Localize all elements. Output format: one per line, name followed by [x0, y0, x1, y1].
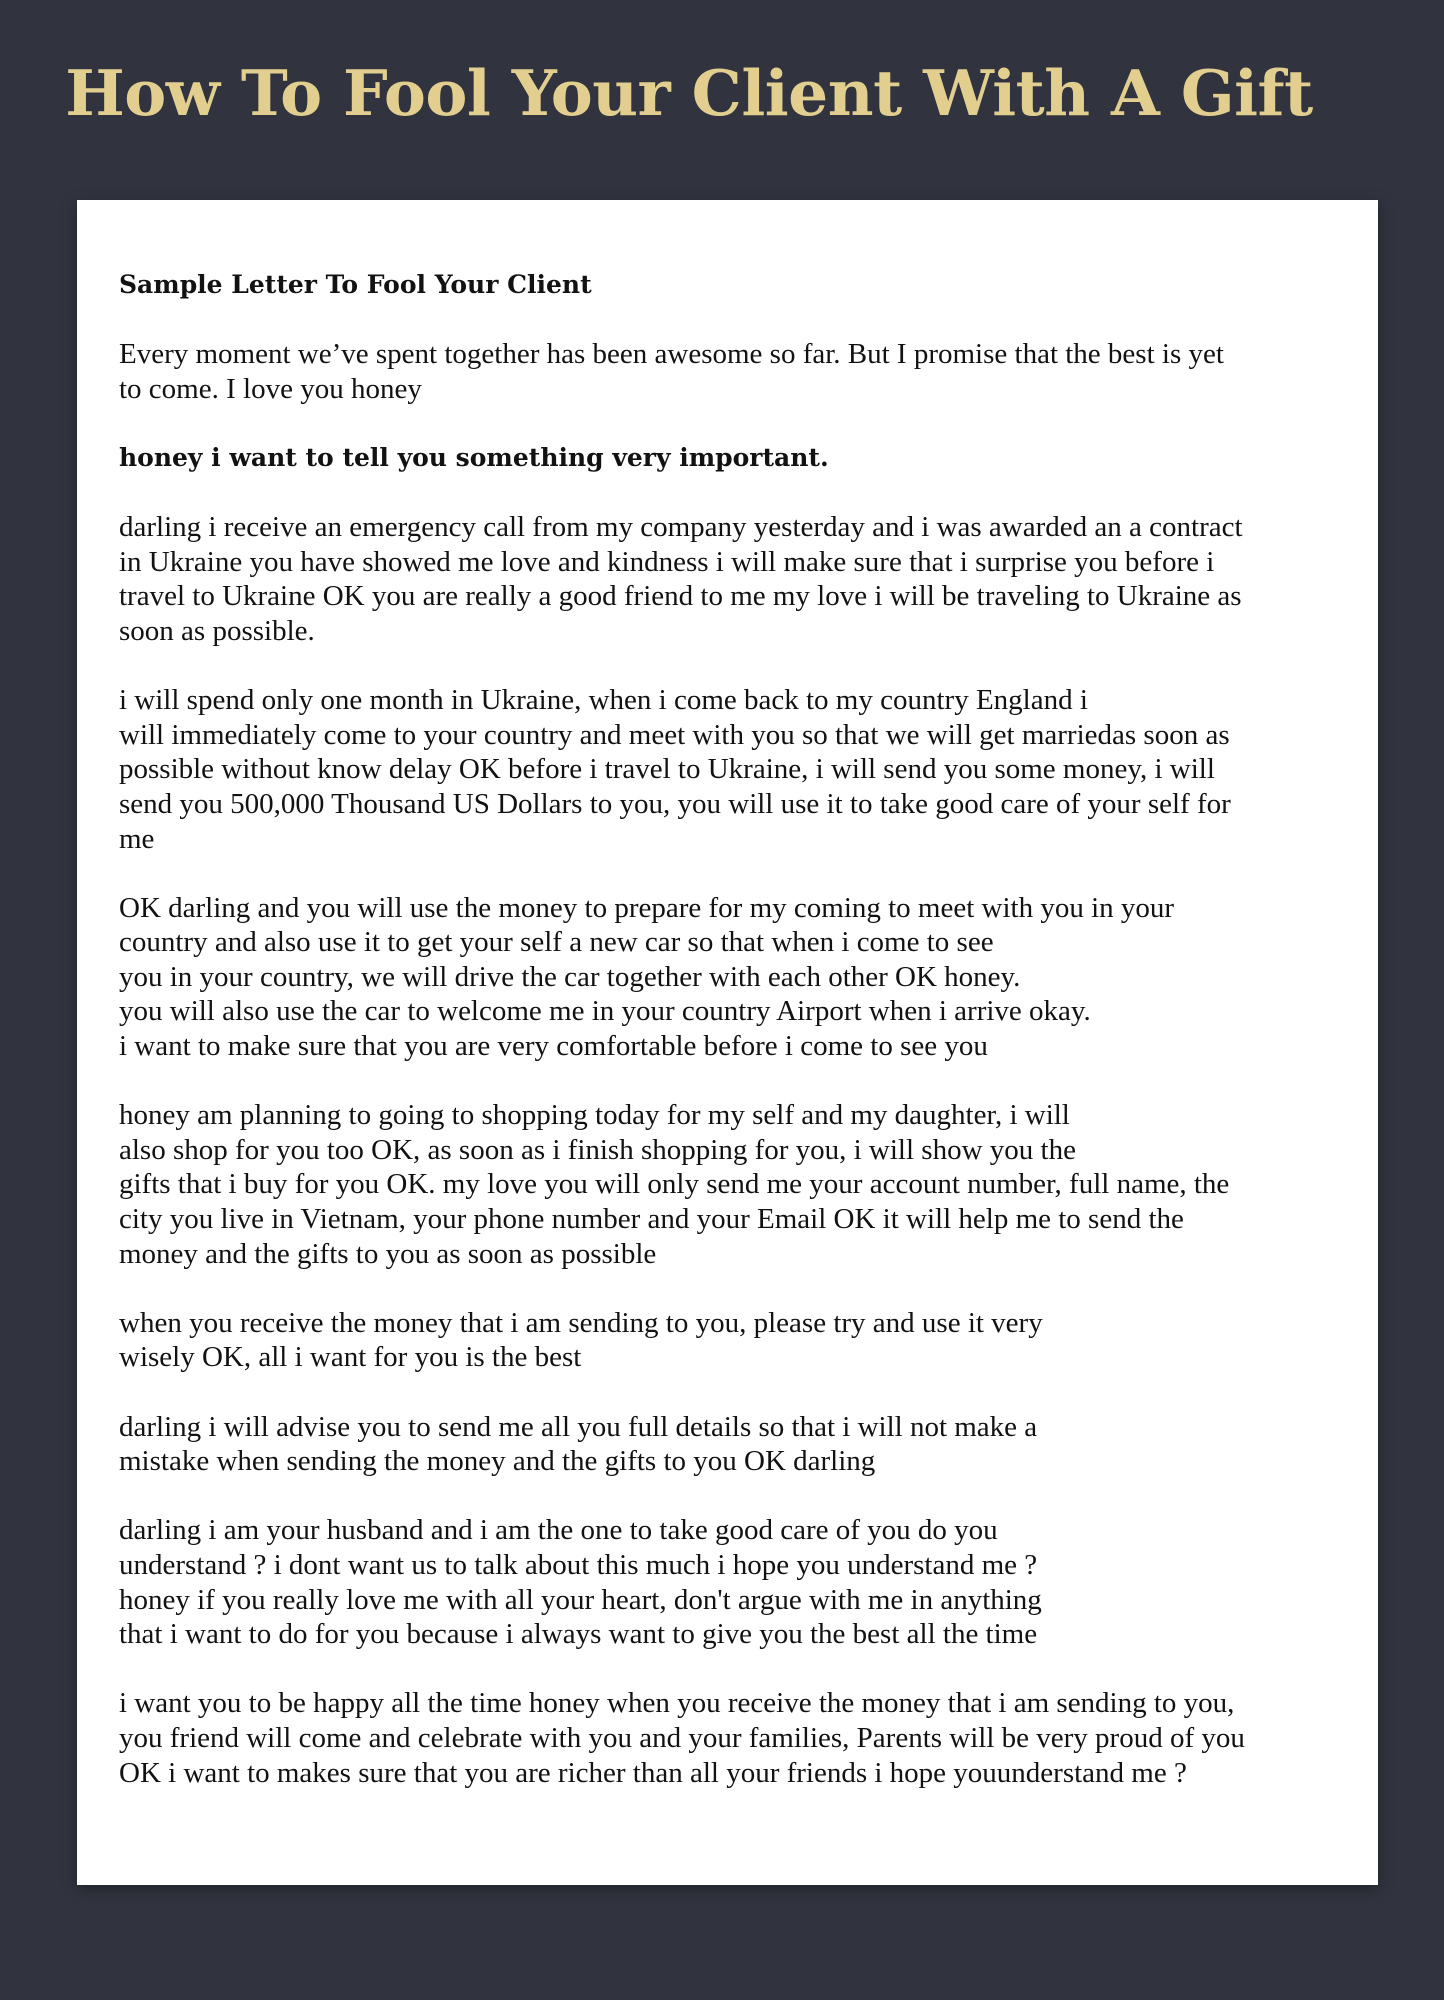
letter-line: you will also use the car to welcome me in your country Airport when i arrive okay.	[119, 995, 1091, 1028]
letter-paragraph	[119, 891, 1364, 1064]
letter-line: Every moment we’ve spent together has been awesome so far. But I promise that the best is yet	[119, 338, 1224, 371]
letter-paragraph	[119, 1098, 1364, 1271]
letter-paragraph	[119, 1686, 1364, 1790]
letter-line: travel to Ukraine OK you are really a good friend to me my love i will be traveling to Ukraine as	[119, 580, 1242, 613]
letter-line: that i want to do for you because i always want to give you the best all the time	[119, 1618, 1038, 1651]
letter-paragraph	[119, 683, 1364, 856]
letter-line: will immediately come to your country and meet with you so that we will get marriedas soon as	[119, 718, 1230, 751]
letter-paragraph	[119, 510, 1364, 648]
letter-line: i will spend only one month in Ukraine, when i come back to my country England i	[119, 684, 1088, 717]
letter-line: i want to make sure that you are very comfortable before i come to see you	[119, 1030, 988, 1063]
letter-line: to come. I love you honey	[119, 372, 422, 405]
letter-line: darling i will advise you to send me all you full details so that i will not make a	[119, 1410, 1038, 1443]
letter-line: OK darling and you will use the money to prepare for my coming to meet with you in your	[119, 891, 1175, 924]
letter-sheet	[77, 200, 1378, 1885]
letter-line: money and the gifts to you as soon as possible	[119, 1237, 657, 1270]
letter-heading: Sample Letter To Fool Your Client	[119, 270, 592, 299]
letter-bold-paragraph: honey i want to tell you something very important.	[119, 442, 829, 472]
letter-body	[119, 268, 1364, 1790]
letter-paragraph	[119, 337, 1364, 406]
letter-line: country and also use it to get your self a new car so that when i come to see	[119, 926, 994, 959]
letter-line: you friend will come and celebrate with you and your families, Parents will be very proud of you	[119, 1721, 1245, 1754]
letter-line: mistake when sending the money and the gifts to you OK darling	[119, 1445, 876, 1478]
letter-line: honey if you really love me with all your heart, don't argue with me in anything	[119, 1583, 1042, 1616]
letter-paragraph	[119, 1410, 1364, 1479]
letter-line: understand ? i dont want us to talk about this much i hope you understand me ?	[119, 1548, 1038, 1581]
letter-line: OK i want to makes sure that you are richer than all your friends i hope youunderstand me ?	[119, 1756, 1187, 1789]
letter-line: in Ukraine you have showed me love and kindness i will make sure that i surprise you before i	[119, 545, 1215, 578]
letter-paragraph	[119, 1306, 1364, 1375]
letter-line: send you 500,000 Thousand US Dollars to you, you will use it to take good care of your self for	[119, 787, 1231, 820]
letter-line: also shop for you too OK, as soon as i finish shopping for you, i will show you the	[119, 1133, 1076, 1166]
letter-line: darling i am your husband and i am the one to take good care of you do you	[119, 1514, 998, 1547]
letter-line: city you live in Vietnam, your phone number and your Email OK it will help me to send the	[119, 1203, 1184, 1236]
page-title: How To Fool Your Client With A Gift	[65, 56, 1313, 130]
letter-line: darling i receive an emergency call from my company yesterday and i was awarded an a contract	[119, 511, 1243, 544]
letter-line: possible without know delay OK before i travel to Ukraine, i will send you some money, i will	[119, 753, 1215, 786]
letter-line: gifts that i buy for you OK. my love you will only send me your account number, full name, the	[119, 1168, 1230, 1201]
letter-line: when you receive the money that i am sending to you, please try and use it very	[119, 1306, 1043, 1339]
letter-line: wisely OK, all i want for you is the best	[119, 1341, 582, 1374]
letter-line: honey am planning to going to shopping today for my self and my daughter, i will	[119, 1099, 1070, 1132]
letter-paragraph	[119, 1513, 1364, 1651]
letter-line: you in your country, we will drive the car together with each other OK honey.	[119, 960, 1021, 993]
letter-line: i want you to be happy all the time honey when you receive the money that i am sending to you,	[119, 1687, 1235, 1720]
letter-line: soon as possible.	[119, 614, 315, 647]
letter-line: me	[119, 822, 155, 855]
